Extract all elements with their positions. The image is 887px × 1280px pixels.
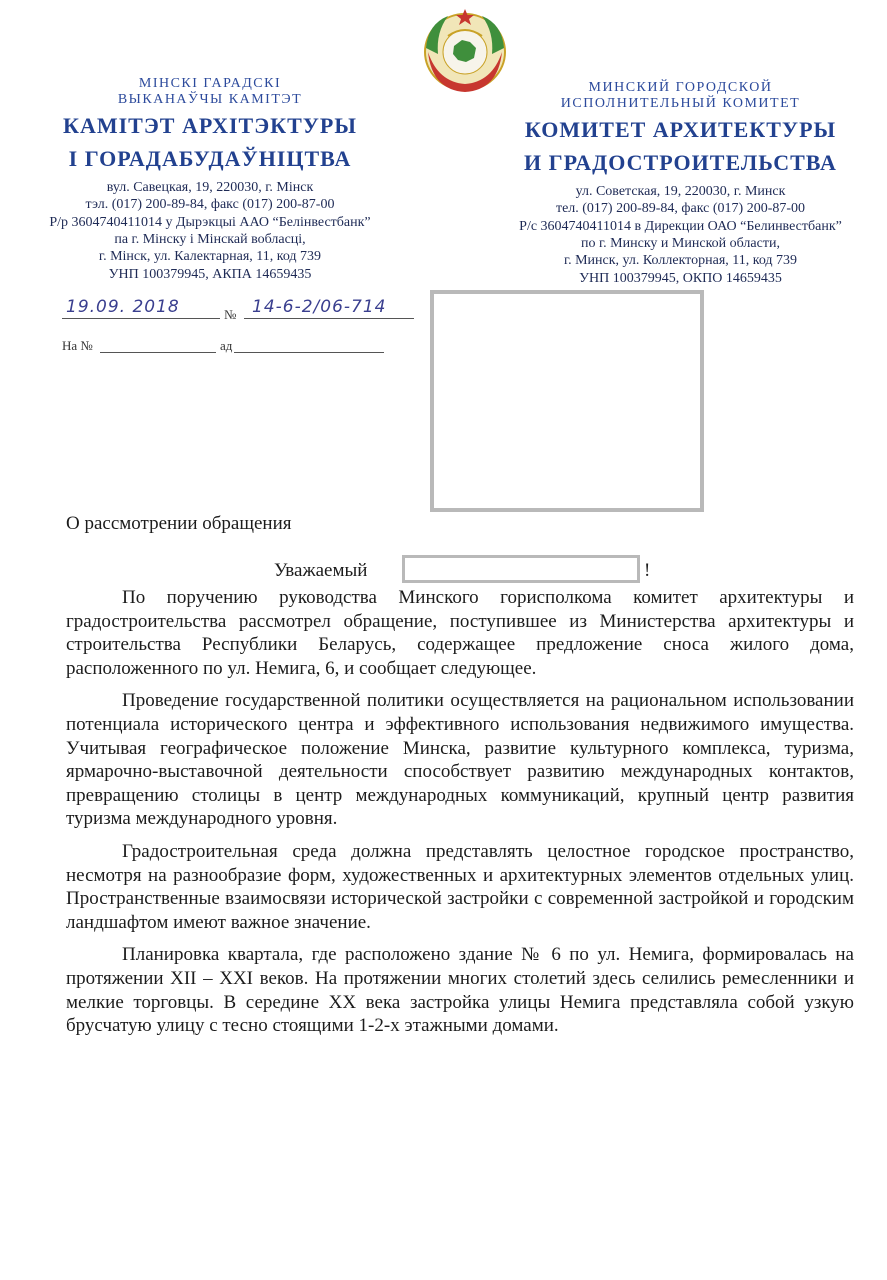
address-line: г. Минск, ул. Коллекторная, 11, код 739	[563, 253, 798, 269]
address-block	[488, 183, 873, 287]
address-line: г. Мінск, ул. Калектарная, 11, код 739	[98, 249, 322, 265]
address-line: УНП 100379945, ОКПО 14659435	[579, 270, 782, 286]
dept-name-line-1: КАМІТЭТ АРХІТЭКТУРЫ	[63, 113, 357, 139]
org-name-line-2: ИСПОЛНИТЕЛЬНЫЙ КОМИТЕТ	[560, 95, 801, 111]
body-paragraph: Проведение государственной политики осуществляется на рациональном использовании потенциала исторического центра и эффективного использования недвижимого имущества. Учитывая географическое положение Минска, развитие культурного комплекса, туризма, ярмарочно-выставочной деятельности способствует развитию международных контактов, превращению столицы в центр международных коммуникаций, крупный центр развития туризма международного уровня.	[66, 690, 854, 830]
ref-underline	[100, 352, 216, 353]
registration-date: 19.09. 2018	[66, 297, 180, 317]
redacted-name	[402, 555, 640, 583]
address-line: по г. Минску и Минской области,	[581, 236, 780, 252]
dept-name-line-1: КОМИТЕТ АРХИТЕКТУРЫ	[524, 117, 837, 143]
body-paragraph: Градостроительная среда должна представлять целостное городское пространство, несмотря на разнообразие форм, художественных и архитектурных элементов отдельных улиц. Пространственные взаимосвязи исторической застройки с современной застройкой и городским ландшафтом имеют важное значение.	[66, 840, 854, 933]
body-paragraph: По поручению руководства Минского горисполкома комитет архитектуры и градостроительства рассмотрел обращение, поступившее из Министерства архитектуры и строительства Республики Беларусь, содержащее предложение сноса жилого дома, расположенного по ул. Немига, 6, и сообщает следующее.	[66, 587, 854, 679]
address-block	[20, 179, 400, 283]
number-label: №	[224, 307, 237, 322]
header-right	[488, 80, 873, 287]
address-line: па г. Мінску і Мінскай вобласці,	[114, 232, 306, 248]
letter-subject: О рассмотрении обращения	[66, 513, 292, 534]
date-underline	[62, 318, 220, 319]
dept-name-line-2: І ГОРАДАБУДАЎНІЦТВА	[68, 146, 352, 172]
address-line: УНП 100379945, АКПА 14659435	[108, 266, 312, 282]
address-line: Р/с 3604740411014 в Дирекции ОАО “Белинвестбанк”	[519, 218, 842, 234]
dept-name-line-2: И ГРАДОСТРОИТЕЛЬСТВА	[524, 150, 837, 176]
address-line: Р/р 3604740411014 у Дырэкцыі ААО “Белінвестбанк”	[49, 214, 371, 230]
org-name-line-1: МІНСКІ ГАРАДСКІ	[138, 76, 282, 91]
redacted-addressee	[430, 290, 704, 512]
body-paragraph: Планировка квартала, где расположено здание № 6 по ул. Немига, формировалась на протяжении XII – XXI веков. На протяжении многих столетий здесь селились ремесленники и мелкие торговцы. В середине XX века застройка улицы Немига представляла собой узкую брусчатую улицу с тесно стоящими 1-2-х этажными домами.	[66, 944, 854, 1037]
from-label: ад	[220, 338, 233, 353]
org-name-line-1: МИНСКИЙ ГОРОДСКОЙ	[588, 80, 773, 95]
ref-label: На №	[62, 338, 93, 353]
header-left	[20, 76, 400, 283]
address-line: тэл. (017) 200-89-84, факс (017) 200-87-00	[85, 197, 335, 213]
greeting-suffix: !	[644, 560, 651, 581]
registration-number: 14-6-2/06-714	[252, 297, 387, 317]
address-line: вул. Савецкая, 19, 220030, г. Мінск	[106, 180, 314, 195]
letter-body	[66, 586, 854, 1047]
address-line: ул. Советская, 19, 220030, г. Минск	[575, 184, 786, 199]
org-name-line-2: ВЫКАНАЎЧЫ КАМІТЭТ	[117, 91, 303, 107]
number-underline	[244, 318, 414, 319]
from-underline	[234, 352, 384, 353]
address-line: тел. (017) 200-89-84, факс (017) 200-87-00	[555, 201, 806, 217]
greeting-prefix: Уважаемый	[274, 560, 368, 581]
